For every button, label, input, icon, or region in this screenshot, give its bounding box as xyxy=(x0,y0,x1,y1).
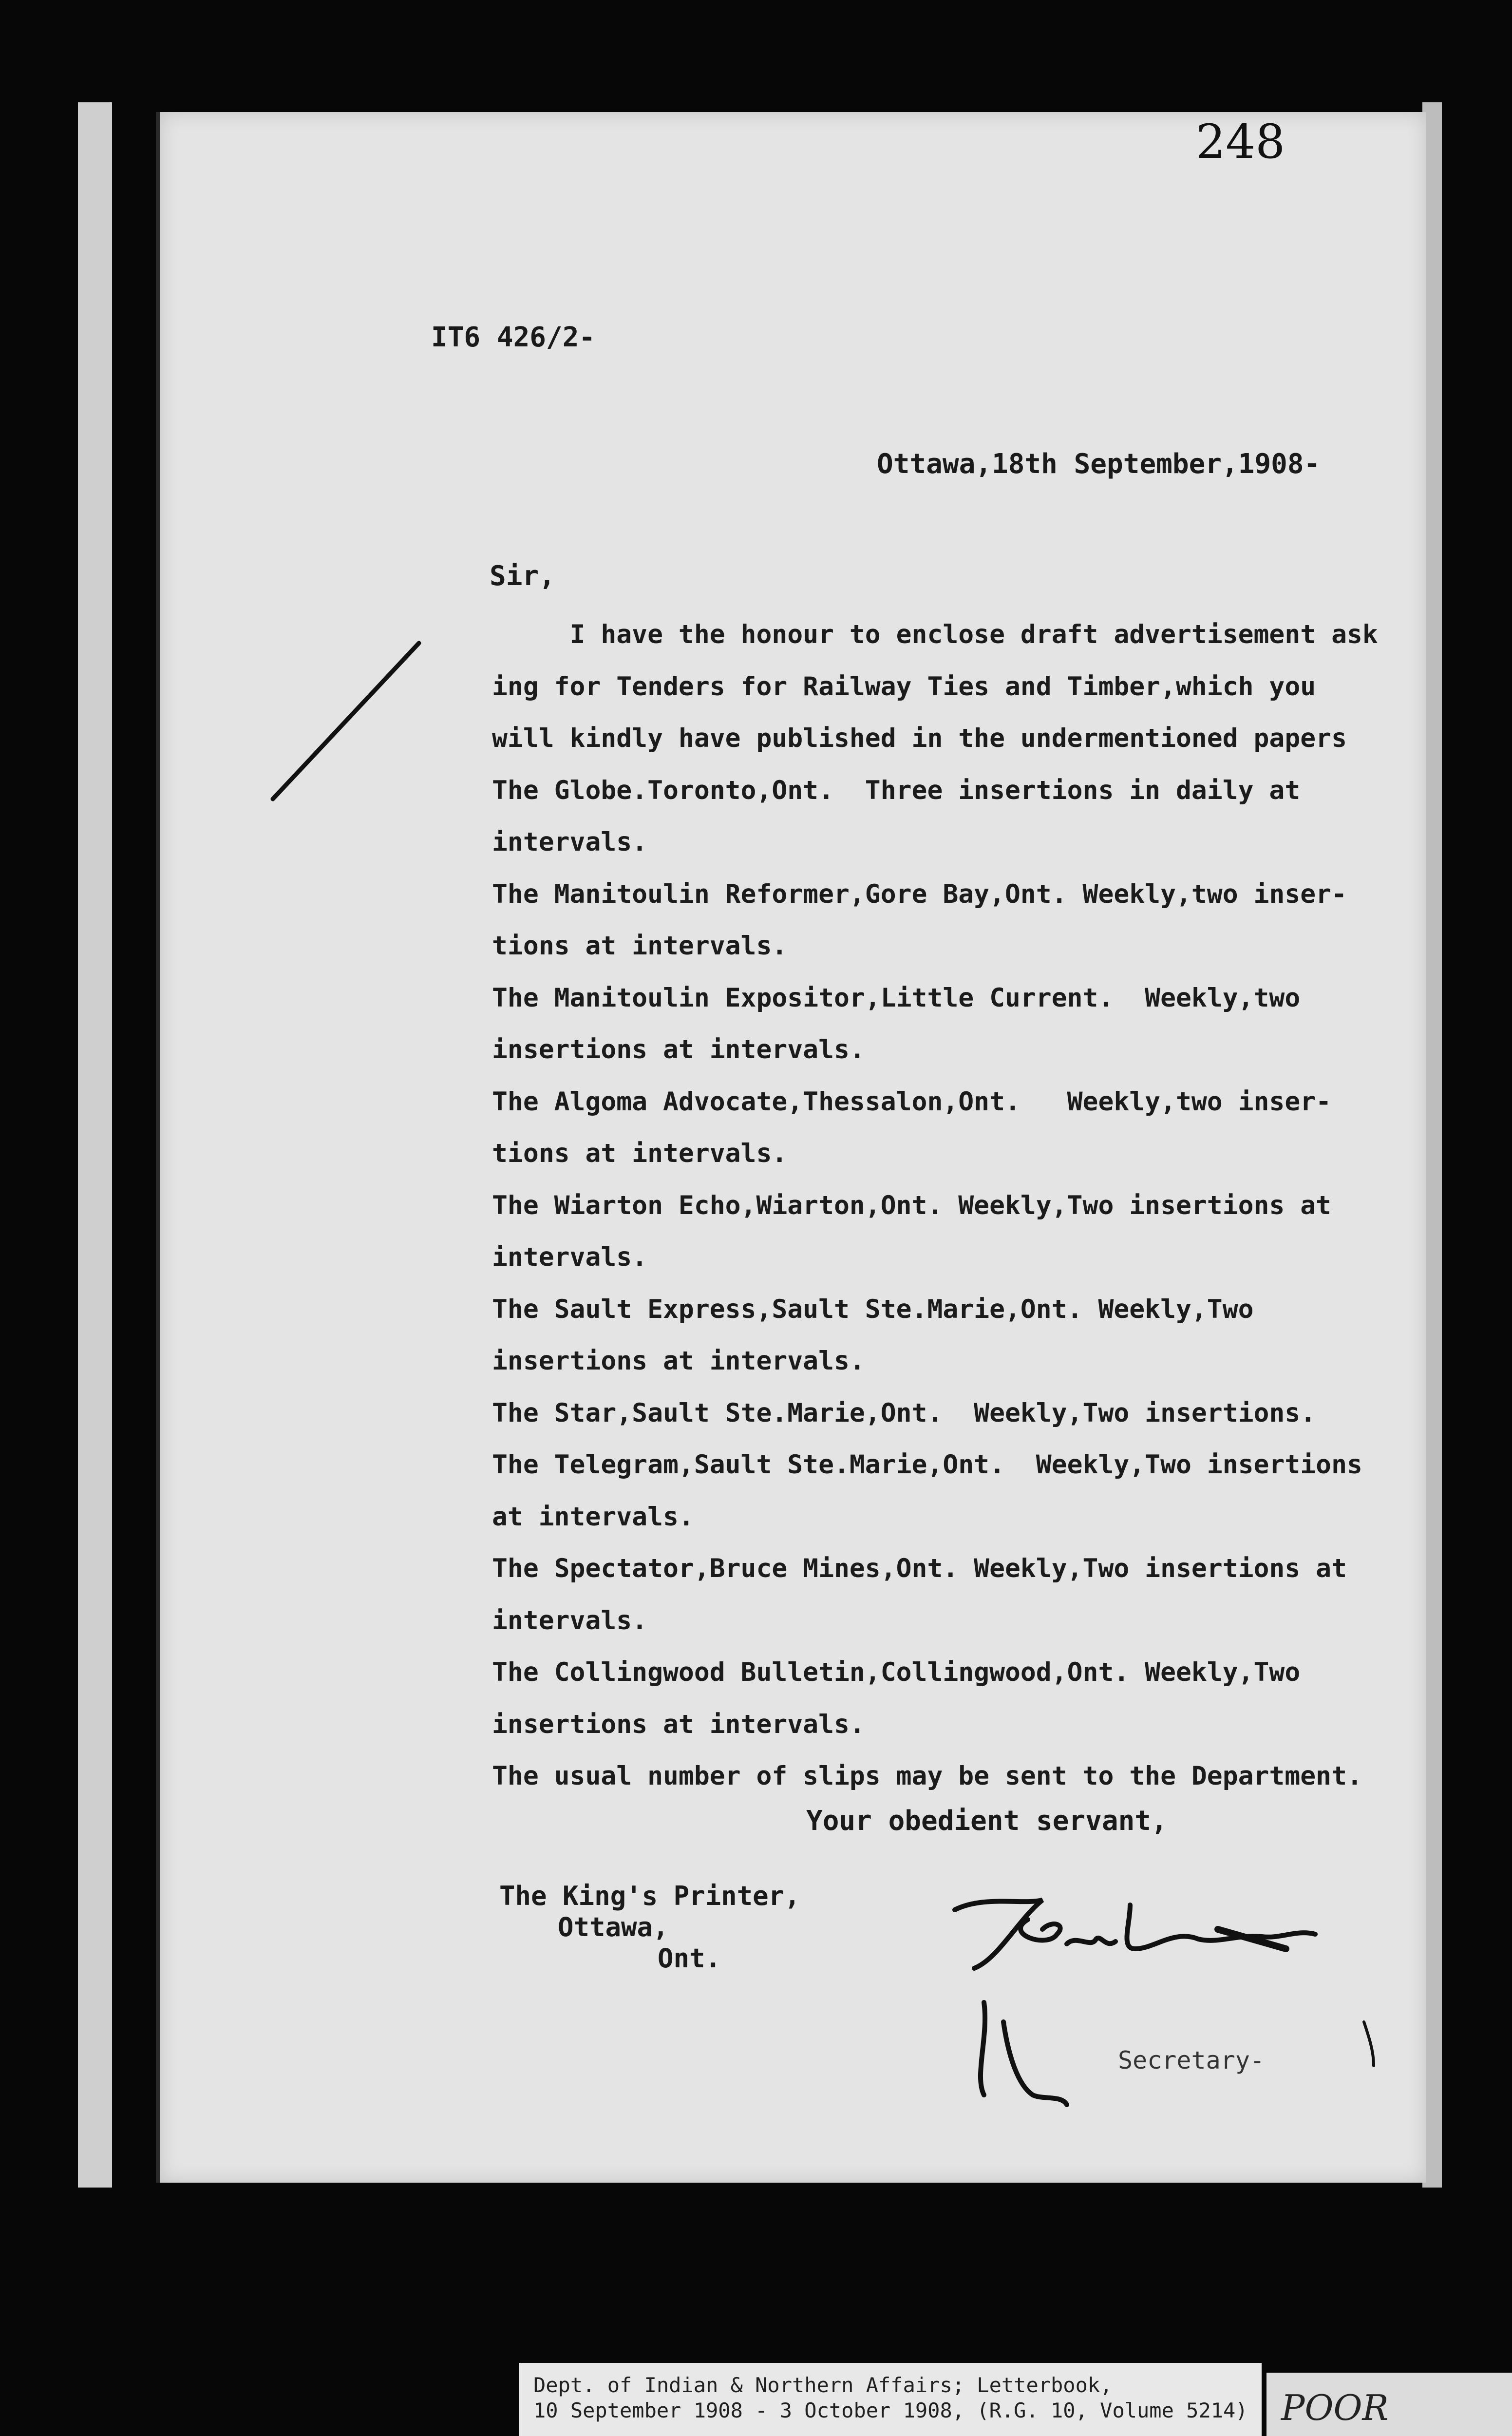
body-line: The Sault Express,Sault Ste.Marie,Ont. Weekly,Two xyxy=(492,1294,1254,1324)
closing: Your obedient servant, xyxy=(806,1805,1168,1837)
body-line: intervals. xyxy=(492,1605,648,1636)
page-number: 248 xyxy=(1196,114,1285,169)
caption-line: 10 September 1908 - 3 October 1908, (R.G. 10, Volume 5214) xyxy=(533,2398,1248,2422)
salutation: Sir, xyxy=(490,560,555,592)
body-line: intervals. xyxy=(492,1242,648,1272)
handwritten-signature xyxy=(945,1890,1383,2163)
body-line: The Manitoulin Expositor,Little Current. Weekly,two xyxy=(492,983,1301,1013)
body-line: The Spectator,Bruce Mines,Ont. Weekly,Two insertions at xyxy=(492,1554,1347,1583)
body-line: The Collingwood Bulletin,Collingwood,Ont. Weekly,Two xyxy=(492,1657,1301,1687)
body-line: The Globe.Toronto,Ont. Three insertions in daily at xyxy=(492,775,1301,805)
body-line: will kindly have published in the undermentioned papers xyxy=(492,723,1347,753)
body-line: tions at intervals. xyxy=(492,1139,788,1168)
recipient-line: Ottawa, xyxy=(558,1912,669,1942)
file-reference: IT6 426/2- xyxy=(431,322,596,353)
pencil-note: POOR xyxy=(1266,2373,1512,2436)
page-edge-left xyxy=(78,102,112,2188)
body-line: The Wiarton Echo,Wiarton,Ont. Weekly,Two insertions at xyxy=(492,1190,1332,1220)
recipient-address xyxy=(499,1881,800,1974)
caption-line: Dept. of Indian & Northern Affairs; Letterbook, xyxy=(533,2373,1113,2397)
body-line: at intervals. xyxy=(492,1502,694,1532)
body-line: tions at intervals. xyxy=(492,931,788,961)
body-line: insertions at intervals. xyxy=(492,1346,865,1376)
dateline: Ottawa,18th September,1908- xyxy=(877,448,1321,480)
body-line: ing for Tenders for Railway Ties and Timber,which you xyxy=(492,671,1316,702)
body-line: insertions at intervals. xyxy=(492,1709,865,1739)
body-line: The Telegram,Sault Ste.Marie,Ont. Weekly,Two insertions xyxy=(492,1450,1362,1480)
recipient-line: The King's Printer, xyxy=(499,1881,800,1911)
body-line: intervals. xyxy=(492,827,648,857)
body-line: The Manitoulin Reformer,Gore Bay,Ont. Weekly,two inser- xyxy=(492,879,1347,909)
archive-caption xyxy=(519,2363,1262,2436)
body-line: I have the honour to enclose draft advertisement ask xyxy=(492,620,1378,649)
body-line: The Star,Sault Ste.Marie,Ont. Weekly,Two insertions. xyxy=(492,1398,1316,1428)
body-line: The Algoma Advocate,Thessalon,Ont. Weekly,two inser- xyxy=(492,1086,1332,1117)
recipient-line: Ont. xyxy=(658,1943,721,1974)
letter-body xyxy=(492,609,1379,1803)
margin-pen-stroke xyxy=(263,633,429,809)
body-line: insertions at intervals. xyxy=(492,1035,865,1065)
signature-title: Secretary- xyxy=(1118,2046,1265,2074)
body-line: The usual number of slips may be sent to the Department. xyxy=(492,1761,1362,1791)
